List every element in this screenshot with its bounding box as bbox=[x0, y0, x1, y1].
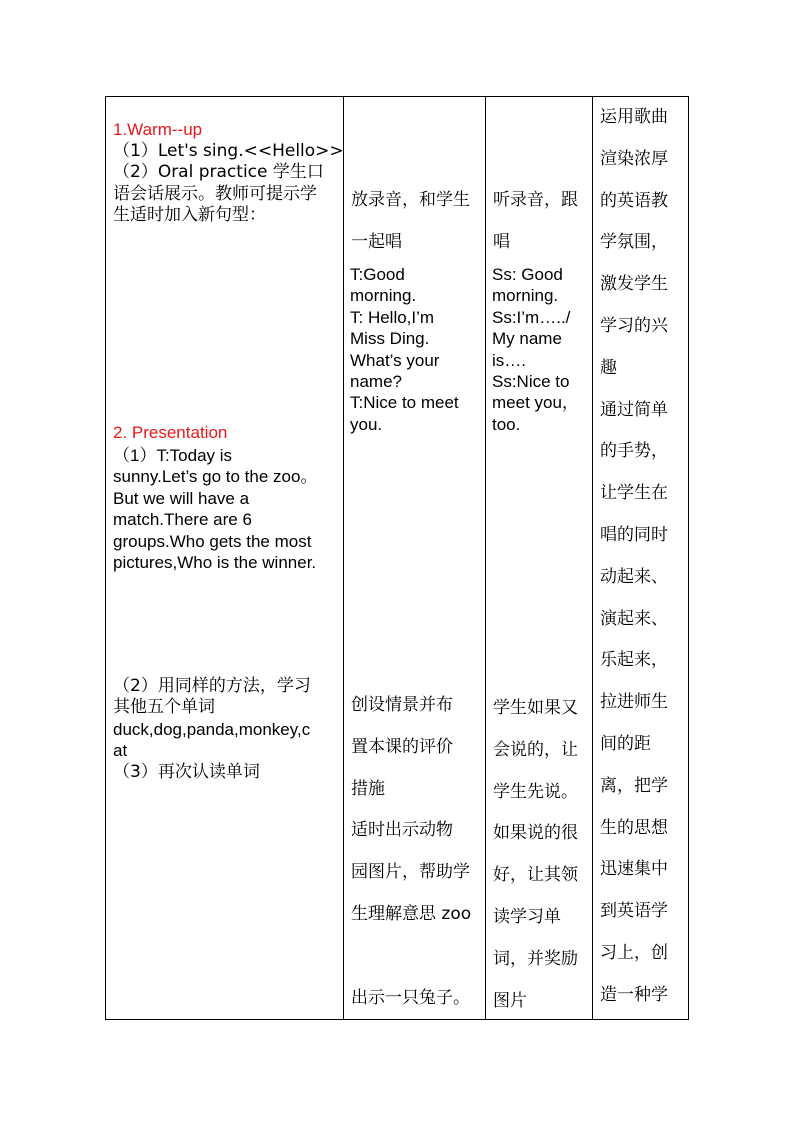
presentation-text bbox=[113, 445, 317, 573]
student-dialogue bbox=[492, 264, 579, 435]
presentation-line: match.There are 6 bbox=[113, 510, 252, 530]
student-line: 好，让其领 bbox=[493, 865, 578, 886]
intent-line: 渲染浓厚 bbox=[600, 148, 668, 169]
step2-line: 其他五个单词 bbox=[113, 697, 215, 718]
intent-line: 让学生在 bbox=[600, 483, 668, 504]
intent-line: 的英语教 bbox=[600, 190, 668, 211]
warmup-item: 生适时加入新句型： bbox=[113, 205, 266, 226]
teacher-line: 生理解意思 zoo bbox=[351, 903, 472, 924]
dialogue-line: T:Nice to meet bbox=[350, 393, 459, 413]
dialogue-line: What’s your bbox=[350, 350, 440, 370]
presentation-line: sunny.Let’s go to the zoo。 bbox=[113, 467, 318, 487]
intent-line: 激发学生 bbox=[600, 274, 668, 295]
teacher-line: 一起唱 bbox=[351, 231, 402, 252]
intent-line: 到英语学 bbox=[600, 901, 668, 922]
intent-line: 唱的同时 bbox=[600, 524, 668, 545]
intent-line: 演起来、 bbox=[600, 608, 668, 629]
step2-line: （3）再次认读单词 bbox=[113, 761, 260, 782]
student-line: 唱 bbox=[493, 231, 510, 252]
intent-line: 生的思想 bbox=[600, 817, 668, 838]
student-line: 学生如果又 bbox=[493, 698, 578, 718]
dialogue-line: morning. bbox=[492, 286, 559, 306]
dialogue-line: too. bbox=[492, 414, 521, 434]
intent-line: 习上，创 bbox=[600, 942, 668, 963]
intent-line: 学习的兴 bbox=[600, 315, 668, 336]
step2-line: duck,dog,panda,monkey,c bbox=[113, 719, 311, 739]
warmup-title: 1.Warm--up bbox=[113, 120, 203, 139]
presentation-line: pictures,Who is the winner. bbox=[113, 553, 317, 573]
teacher-line: 放录音，和学生 bbox=[351, 190, 470, 210]
presentation-line: （1）T:Today is bbox=[113, 446, 233, 465]
dialogue-line: Ss:Nice to bbox=[492, 372, 570, 392]
presentation-title: 2. Presentation bbox=[113, 423, 228, 442]
intent-line: 拉进师生 bbox=[600, 692, 668, 713]
step2-line: （2）用同样的方法，学习 bbox=[113, 676, 311, 696]
intent-line: 迅速集中 bbox=[600, 859, 668, 880]
dialogue-line: is…. bbox=[492, 350, 526, 370]
student-activity-1 bbox=[493, 180, 578, 264]
teacher-dialogue bbox=[350, 264, 459, 435]
intent-column bbox=[593, 97, 689, 1019]
intent-line: 乐起来， bbox=[600, 650, 668, 671]
warmup-item: 语会话展示。教师可提示学 bbox=[113, 183, 317, 204]
intent-line: 趣 bbox=[600, 357, 617, 378]
intent-line: 通过简单 bbox=[600, 399, 668, 420]
intent-line: 学氛围， bbox=[600, 232, 668, 253]
warmup-item: （1）Let's sing.<<Hello>> bbox=[113, 141, 344, 161]
teacher-line: 措施 bbox=[351, 778, 385, 799]
dialogue-line: T:Good bbox=[350, 265, 405, 284]
student-line: 词，并奖励 bbox=[493, 948, 578, 969]
intent-line: 离，把学 bbox=[600, 775, 668, 796]
step2-line: at bbox=[113, 741, 128, 761]
dialogue-line: you. bbox=[350, 414, 383, 434]
teacher-line: 置本课的评价 bbox=[351, 736, 453, 757]
student-line: 会说的，让 bbox=[493, 739, 578, 760]
intent-text bbox=[600, 97, 668, 1017]
intent-line: 运用歌曲 bbox=[600, 107, 668, 127]
teacher-line: 园图片，帮助学 bbox=[351, 862, 470, 883]
warmup-items bbox=[113, 141, 344, 227]
dialogue-line: meet you， bbox=[492, 393, 579, 413]
presentation-line: But we will have a bbox=[113, 488, 250, 508]
student-activity-2 bbox=[493, 688, 578, 1022]
student-line: 学生先说。 bbox=[493, 781, 578, 802]
teacher-line: 出示一只兔子。 bbox=[351, 987, 470, 1008]
student-line: 如果说的很 bbox=[493, 823, 578, 844]
teacher-column bbox=[344, 97, 485, 1019]
presentation-line: groups.Who gets the most bbox=[113, 531, 312, 551]
teacher-activity-2 bbox=[351, 685, 471, 1019]
intent-line: 造一种学 bbox=[600, 984, 668, 1005]
warmup-item: （2）Oral practice 学生口 bbox=[113, 162, 324, 183]
step2-text bbox=[113, 676, 311, 783]
dialogue-line: My name bbox=[492, 329, 562, 349]
intent-line: 的手势， bbox=[600, 441, 668, 462]
student-column bbox=[486, 97, 592, 1019]
teacher-line bbox=[351, 936, 471, 978]
steps-column bbox=[106, 97, 343, 1019]
dialogue-line: name? bbox=[350, 372, 402, 392]
lesson-plan-table bbox=[105, 96, 689, 1020]
intent-line: 间的距 bbox=[600, 733, 651, 754]
dialogue-line: Ss:I’m…../ bbox=[492, 307, 571, 327]
teacher-line: 适时出示动物 bbox=[351, 820, 453, 841]
student-line: 图片 bbox=[493, 990, 527, 1011]
teacher-line: 创设情景并布 bbox=[351, 695, 453, 715]
teacher-activity-1 bbox=[351, 180, 470, 264]
dialogue-line: Miss Ding. bbox=[350, 329, 430, 349]
student-line: 读学习单 bbox=[493, 906, 561, 927]
student-line: 听录音，跟 bbox=[493, 190, 578, 210]
dialogue-line: Ss: Good bbox=[492, 265, 563, 284]
dialogue-line: T: Hello,I’m bbox=[350, 307, 435, 327]
dialogue-line: morning. bbox=[350, 286, 417, 306]
intent-line: 动起来、 bbox=[600, 566, 668, 587]
